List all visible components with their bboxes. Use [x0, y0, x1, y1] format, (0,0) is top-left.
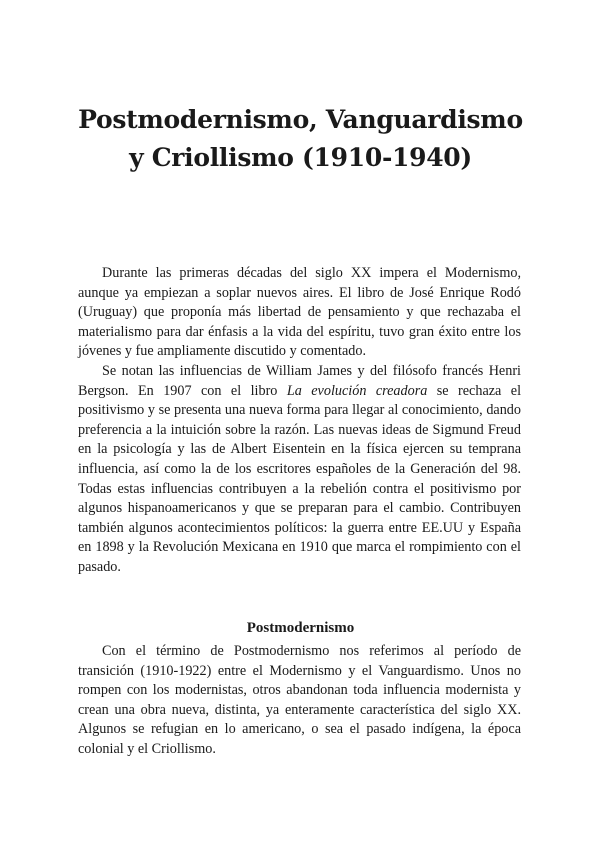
section-text — [78, 642, 521, 760]
book-title-italic: La evolución creadora — [286, 382, 428, 399]
chapter-title-line-1: Postmodernismo, Vanguardismo — [78, 104, 523, 134]
paragraph-2 — [78, 362, 521, 578]
chapter-title — [0, 101, 601, 177]
paragraph-2-text-a: Se notan las influencias de William James y del filósofo francés Henri Bergson. En 1907 con el libro — [78, 362, 521, 399]
paragraph-2-text-b: se rechaza el positivismo y se presenta una nueva forma para llegar al conocimiento, dando preferencia a la intuición sobre la razón. Las nuevas ideas de Sigmund Freud en la psicología y las de Albert Eisentein en la física ejercen su temprana influencia, así como la de los escritores españoles de la Generación del 98. Todas estas influencias contribuyen a la rebelión contra el positivismo por algunos hispanoamericanos y que se preparan para el cambio. Contribuyen también algunos acontecimientos políticos: la guerra entre EE.UU y España en 1898 y la Revolución Mexicana en 1910 que marca el rompimiento con el pasado. — [78, 382, 522, 575]
section-heading: Postmodernismo — [246, 620, 355, 637]
chapter-title-line-2: y Criollismo (1910-1940) — [129, 142, 472, 172]
intro-text — [78, 264, 521, 578]
paragraph-1: Durante las primeras décadas del siglo XX impera el Modernismo, aunque ya empiezan a soplar nuevos aires. El libro de José Enrique Rodó (Uruguay) que proponía más libertad de pensamiento y que rechazaba el materialismo para dar énfasis a la vida del espíritu, tuvo gran éxito entre los jóvenes y fue ampliamente discutido y comentado. — [78, 265, 521, 360]
paragraph-3: Con el término de Postmodernismo nos referimos al período de transición (1910-1922) entre el Modernismo y el Vanguardismo. Unos no rompen con los modernistas, otros abandonan toda influencia modernista y crean una obra nueva, distinta, ya enteramente característica del siglo XX. Algunos se refugian en lo americano, o sea el pasado indígena, la época colonial y el Criollismo. — [78, 643, 521, 757]
